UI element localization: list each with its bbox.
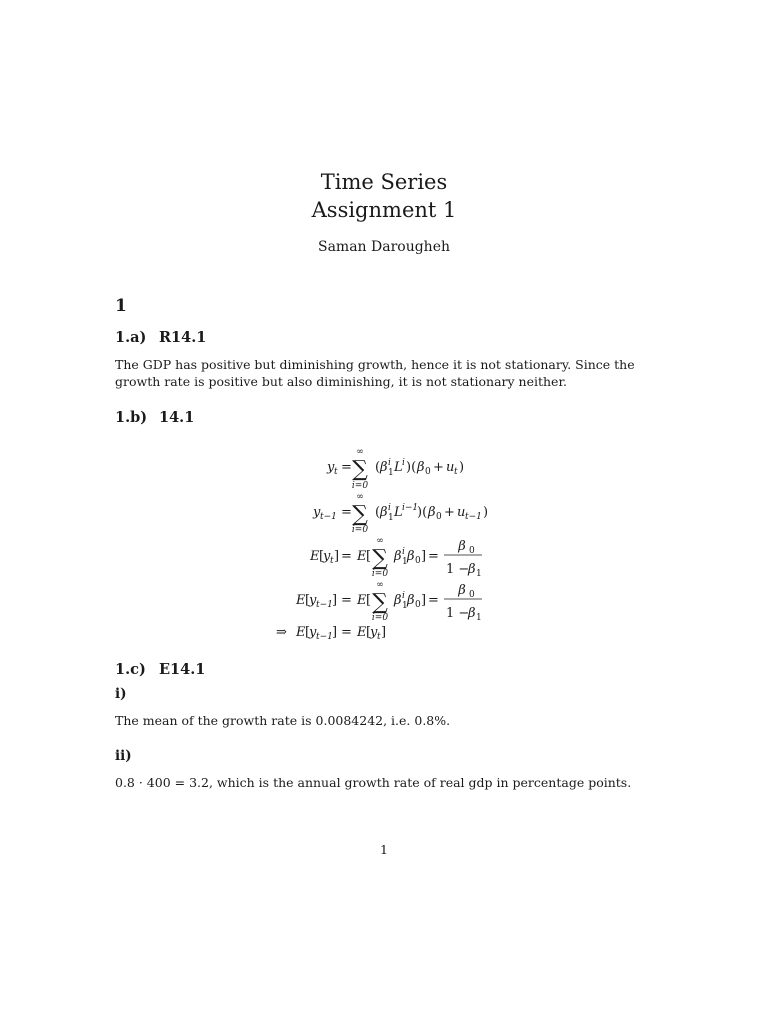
document-title — [0, 168, 768, 224]
svg-text:1: 1 — [402, 557, 408, 567]
svg-text:∑: ∑ — [352, 457, 368, 482]
svg-text:]: ] — [332, 625, 338, 640]
svg-text:=: = — [341, 505, 352, 520]
part-i-heading: i) — [115, 686, 127, 702]
svg-text:i−1: i−1 — [402, 503, 419, 513]
svg-text:u: u — [446, 460, 455, 475]
section-1c-heading — [115, 661, 205, 678]
svg-text:y: y — [370, 625, 378, 640]
section-1a-heading — [115, 329, 206, 346]
svg-text:t−1: t−1 — [316, 600, 333, 610]
svg-text:∞: ∞ — [376, 580, 384, 590]
svg-text:=: = — [341, 549, 352, 564]
section-1c-number: 1.c) — [115, 661, 146, 678]
section-1b-title: 14.1 — [159, 409, 195, 426]
svg-text:t: t — [377, 632, 381, 642]
section-1a-number: 1.a) — [115, 329, 147, 346]
svg-text:[: [ — [319, 549, 325, 564]
svg-text:(: ( — [375, 505, 381, 520]
svg-text:t−1: t−1 — [316, 632, 333, 642]
equation-line-2 — [312, 492, 488, 535]
equation-block — [0, 440, 768, 650]
equation-line-5 — [276, 625, 386, 642]
section-1b-heading — [115, 409, 194, 426]
svg-text:1 −: 1 − — [446, 562, 470, 577]
svg-text:+: + — [433, 460, 444, 475]
svg-text:i=0: i=0 — [351, 481, 369, 491]
svg-text:∑: ∑ — [372, 546, 388, 571]
author-name: Saman Darougheh — [317, 239, 450, 255]
svg-text:β: β — [380, 460, 388, 475]
svg-text:i: i — [388, 458, 391, 468]
svg-text:=: = — [341, 460, 352, 475]
svg-text:t: t — [334, 467, 338, 477]
svg-text:y: y — [309, 625, 317, 640]
svg-text:β: β — [468, 562, 476, 577]
section-1a-text: The GDP has positive but diminishing growth, hence it is not stationary. Since the growth rate is positive but also diminishing, it is not stationary neither. — [115, 357, 635, 389]
svg-text:i: i — [388, 503, 391, 513]
svg-text:+: + — [444, 505, 455, 520]
svg-text:]: ] — [421, 593, 427, 608]
svg-text:i=0: i=0 — [371, 613, 389, 623]
svg-text:E: E — [357, 549, 367, 564]
svg-text:[: [ — [366, 593, 372, 608]
svg-text:t−1: t−1 — [465, 512, 482, 522]
svg-text:y: y — [323, 549, 331, 564]
section-1c-title: E14.1 — [159, 661, 206, 678]
svg-text:)(: )( — [417, 505, 428, 520]
svg-text:0: 0 — [436, 512, 442, 522]
svg-text:β: β — [458, 539, 466, 554]
svg-text:]: ] — [332, 593, 338, 608]
svg-text:]: ] — [421, 549, 427, 564]
svg-text:E: E — [296, 625, 306, 640]
section-1-heading: 1 — [115, 296, 127, 316]
title-line-2: Assignment 1 — [311, 198, 457, 222]
svg-text:y: y — [327, 460, 335, 475]
svg-text:β: β — [394, 549, 402, 564]
svg-text:1: 1 — [476, 613, 482, 623]
svg-text:[: [ — [366, 549, 372, 564]
svg-text:β: β — [428, 505, 436, 520]
svg-text:β: β — [394, 593, 402, 608]
svg-text:): ) — [483, 505, 489, 520]
svg-text:1 −: 1 − — [446, 606, 470, 621]
svg-text:∞: ∞ — [356, 447, 364, 457]
svg-text:E: E — [357, 593, 367, 608]
svg-text:∑: ∑ — [352, 502, 368, 527]
svg-text:L: L — [394, 460, 403, 475]
svg-text:E: E — [310, 549, 320, 564]
equation-line-4 — [295, 580, 482, 623]
svg-text:0: 0 — [469, 590, 475, 600]
svg-text:[: [ — [305, 625, 311, 640]
svg-text:=: = — [341, 625, 352, 640]
svg-text:t: t — [454, 467, 458, 477]
svg-text:y: y — [313, 505, 321, 520]
svg-text:): ) — [459, 460, 465, 475]
svg-text:E: E — [296, 593, 306, 608]
svg-text:=: = — [428, 549, 439, 564]
svg-text:t−1: t−1 — [320, 512, 337, 522]
equation-line-3 — [309, 536, 482, 579]
svg-text:∞: ∞ — [376, 536, 384, 546]
page-number: 1 — [380, 842, 388, 857]
svg-text:0: 0 — [415, 556, 421, 566]
svg-text:0: 0 — [469, 546, 475, 556]
equation-svg — [0, 440, 768, 650]
part-i-text: The mean of the growth rate is 0.0084242, i.e. 0.8%. — [115, 713, 451, 728]
svg-text:t: t — [330, 556, 334, 566]
svg-text:i=0: i=0 — [371, 569, 389, 579]
svg-text:)(: )( — [406, 460, 417, 475]
svg-text:]: ] — [381, 625, 387, 640]
section-1a-title: R14.1 — [159, 329, 207, 346]
svg-text:∞: ∞ — [356, 492, 364, 502]
title-line-1: Time Series — [320, 170, 448, 194]
svg-text:L: L — [394, 505, 403, 520]
svg-text:0: 0 — [415, 600, 421, 610]
svg-text:i=0: i=0 — [351, 525, 369, 535]
equation-line-1 — [326, 447, 464, 491]
svg-text:]: ] — [334, 549, 340, 564]
svg-text:β: β — [407, 549, 415, 564]
svg-text:E: E — [357, 625, 367, 640]
svg-text:1: 1 — [388, 513, 394, 523]
svg-text:β: β — [458, 583, 466, 598]
svg-text:β: β — [468, 606, 476, 621]
svg-text:u: u — [457, 505, 466, 520]
svg-text:i: i — [402, 458, 405, 468]
svg-text:∑: ∑ — [372, 590, 388, 615]
svg-text:β: β — [380, 505, 388, 520]
svg-text:(: ( — [375, 460, 381, 475]
part-ii-text: 0.8 · 400 = 3.2, which is the annual growth rate of real gdp in percentage points. — [115, 775, 632, 790]
svg-text:i: i — [402, 547, 405, 557]
svg-text:[: [ — [366, 625, 372, 640]
svg-text:1: 1 — [388, 468, 394, 478]
svg-text:β: β — [417, 460, 425, 475]
svg-text:β: β — [407, 593, 415, 608]
svg-text:i: i — [402, 591, 405, 601]
part-ii-heading: ii) — [115, 748, 132, 764]
svg-text:1: 1 — [476, 569, 482, 579]
svg-text:0: 0 — [425, 467, 431, 477]
svg-text:=: = — [428, 593, 439, 608]
svg-text:=: = — [341, 593, 352, 608]
section-1b-number: 1.b) — [115, 409, 148, 426]
svg-text:[: [ — [305, 593, 311, 608]
svg-text:y: y — [309, 593, 317, 608]
svg-text:1: 1 — [402, 601, 408, 611]
svg-text:⇒: ⇒ — [276, 625, 287, 640]
